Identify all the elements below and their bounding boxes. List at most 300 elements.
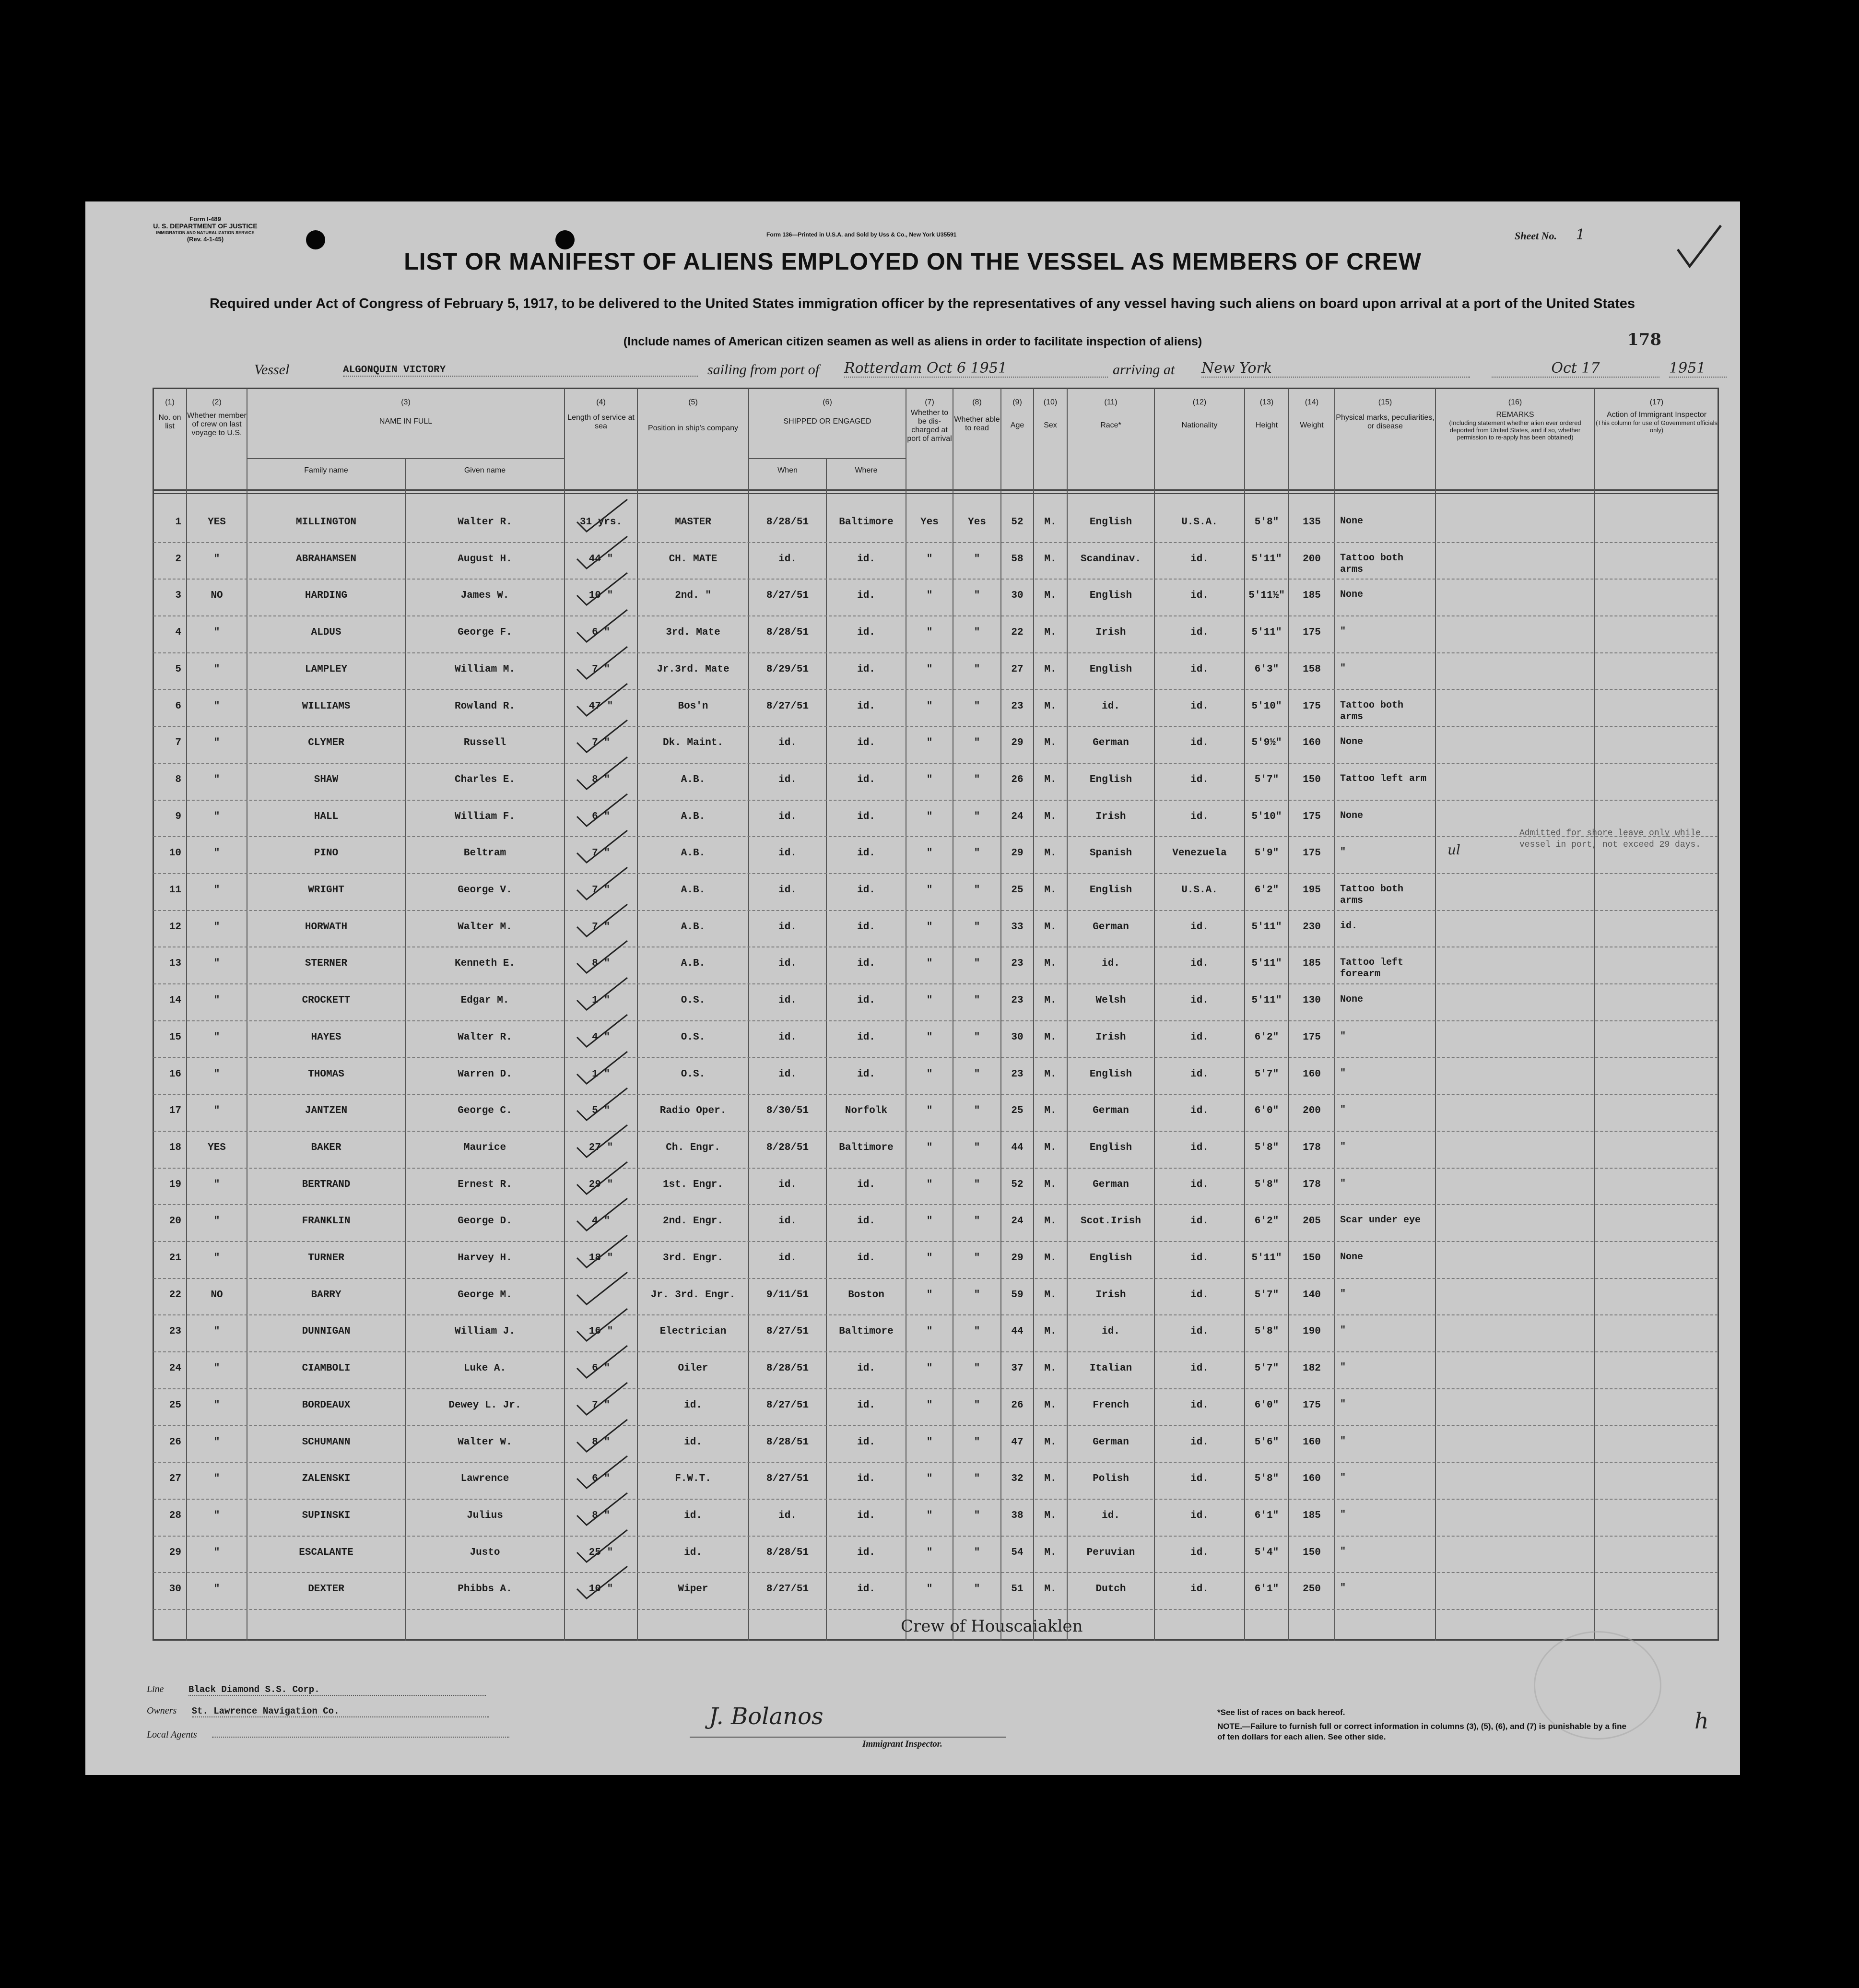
cell-position: id. <box>684 1399 702 1411</box>
arriving-at: New York <box>1201 360 1470 378</box>
cell-no: 18 <box>169 1142 181 1153</box>
cell-given: Lawrence <box>460 1473 509 1485</box>
cell-given: Beltram <box>463 848 506 859</box>
cell-disch: " <box>926 1436 933 1448</box>
cell-position: 2nd. " <box>675 590 711 602</box>
cell-service: 6 " <box>592 627 610 639</box>
table-row <box>153 801 1718 838</box>
cell-marks: " <box>1340 1398 1346 1410</box>
cell-sex: M. <box>1044 553 1057 565</box>
cell-weight: 178 <box>1303 1179 1321 1190</box>
cell-weight: 200 <box>1303 1105 1321 1117</box>
cell-family: FRANKLIN <box>302 1216 351 1227</box>
cell-height: 5'8" <box>1254 1326 1279 1337</box>
cell-family: THOMAS <box>308 1068 344 1080</box>
cell-age: 30 <box>1011 1031 1024 1043</box>
cell-height: 6'1" <box>1254 1584 1279 1595</box>
cell-prev: " <box>213 1068 220 1080</box>
cell-no: 20 <box>169 1216 181 1227</box>
cell-where: id. <box>857 1584 875 1595</box>
cell-height: 6'1" <box>1254 1510 1279 1521</box>
cell-service: 47 " <box>588 700 613 712</box>
cell-when: id. <box>778 1253 797 1264</box>
check-mark <box>575 790 632 828</box>
cell-read: " <box>974 1289 980 1301</box>
cell-family: ABRAHAMSEN <box>295 553 357 565</box>
table-row <box>153 1242 1718 1279</box>
cell-race: Irish <box>1095 1031 1126 1043</box>
cell-service: 7 " <box>592 737 610 749</box>
cell-race: English <box>1089 590 1132 602</box>
table-row <box>153 1352 1718 1389</box>
check-mark <box>575 1011 632 1049</box>
cell-marks: Tattoo left forearm <box>1340 957 1404 980</box>
vessel-name: ALGONQUIN VICTORY <box>343 365 698 377</box>
cell-sex: M. <box>1044 958 1057 970</box>
cell-position: Oiler <box>678 1363 708 1374</box>
cell-prev: " <box>213 774 220 785</box>
cell-prev: " <box>213 1473 220 1485</box>
cell-when: id. <box>778 737 797 749</box>
cell-when: 8/28/51 <box>766 517 809 528</box>
cell-height: 5'8" <box>1254 1179 1279 1190</box>
cell-where: Norfolk <box>845 1105 888 1117</box>
cell-read: " <box>974 663 980 675</box>
cell-service: 7 " <box>592 885 610 896</box>
cell-read: " <box>974 1326 980 1337</box>
cell-given: August H. <box>458 553 512 565</box>
cell-position: id. <box>684 1547 702 1558</box>
cell-read: " <box>974 627 980 639</box>
table-row <box>153 1500 1718 1537</box>
cell-nat: id. <box>1190 737 1209 749</box>
corner-initials: h <box>1694 1708 1709 1734</box>
cell-family: ESCALANTE <box>299 1547 353 1558</box>
cell-given: Justo <box>470 1547 500 1558</box>
cell-weight: 190 <box>1303 1326 1321 1337</box>
cell-service: 25 " <box>588 1547 613 1558</box>
cell-sex: M. <box>1044 1068 1057 1080</box>
cell-height: 6'2" <box>1254 885 1279 896</box>
cell-sex: M. <box>1044 811 1057 822</box>
cell-family: SHAW <box>314 774 339 785</box>
form-subtitle: Required under Act of Congress of February 5, 1917, to be delivered to the United States immigration officer by the representatives of any vessel having such aliens on board upon arrival at a port of the United States <box>209 296 1635 311</box>
cell-weight: 185 <box>1303 1510 1321 1521</box>
cell-read: " <box>974 1584 980 1595</box>
table-row <box>153 727 1718 764</box>
cell-family: SUPINSKI <box>302 1510 351 1521</box>
cell-no: 9 <box>175 811 181 822</box>
cell-family: PINO <box>314 848 339 859</box>
cell-no: 1 <box>175 517 181 528</box>
cell-age: 23 <box>1011 700 1024 712</box>
table-row <box>153 947 1718 984</box>
agents-value <box>212 1727 509 1738</box>
cell-weight: 160 <box>1303 1436 1321 1448</box>
cell-race: English <box>1089 885 1132 896</box>
check-mark <box>575 1231 632 1270</box>
cell-position: A.B. <box>681 921 706 933</box>
cell-race: German <box>1093 1179 1129 1190</box>
cell-disch: " <box>926 885 933 896</box>
cell-no: 5 <box>175 663 181 675</box>
cell-disch: " <box>926 1068 933 1080</box>
cell-family: HARDING <box>305 590 348 602</box>
cell-prev: YES <box>208 1142 226 1153</box>
table-row <box>153 1132 1718 1169</box>
col12-header: (12) Nationality <box>1181 398 1218 429</box>
cell-prev: " <box>213 1031 220 1043</box>
check-mark <box>575 1379 632 1417</box>
table-row <box>153 580 1718 616</box>
cell-sex: M. <box>1044 1399 1057 1411</box>
cell-family: BORDEAUX <box>302 1399 351 1411</box>
cell-prev: " <box>213 921 220 933</box>
cell-when: id. <box>778 811 797 822</box>
cell-read: " <box>974 811 980 822</box>
cell-height: 6'0" <box>1254 1105 1279 1117</box>
cell-prev: " <box>213 700 220 712</box>
check-mark <box>575 900 632 939</box>
cell-disch: " <box>926 1216 933 1227</box>
cell-disch: " <box>926 1142 933 1153</box>
table-row <box>153 690 1718 727</box>
cell-marks: id. <box>1340 920 1358 932</box>
cell-no: 22 <box>169 1289 181 1301</box>
cell-race: English <box>1089 774 1132 785</box>
cell-read: " <box>974 1105 980 1117</box>
cell-disch: " <box>926 1105 933 1117</box>
cell-height: 6'0" <box>1254 1399 1279 1411</box>
cell-nat: id. <box>1190 774 1209 785</box>
handwritten-note: Crew of Houscaiaklen <box>901 1617 1083 1636</box>
cell-position: Radio Oper. <box>659 1105 727 1117</box>
cell-no: 3 <box>175 590 181 602</box>
row10-remark: Admitted for shore leave only while vessel in port, not exceed 29 days. <box>1519 828 1701 850</box>
col2-header: (2) Whether member of crew on last voyage to U.S. <box>187 398 247 437</box>
cell-read: " <box>974 1363 980 1374</box>
cell-where: id. <box>857 995 875 1006</box>
check-mark <box>575 1268 632 1307</box>
cell-service: 16 " <box>588 1326 613 1337</box>
cell-no: 10 <box>169 848 181 859</box>
cell-disch: " <box>926 590 933 602</box>
cell-nat: id. <box>1190 1253 1209 1264</box>
cell-sex: M. <box>1044 1216 1057 1227</box>
cell-position: F.W.T. <box>675 1473 711 1485</box>
line-value: Black Diamond S.S. Corp. <box>188 1684 486 1696</box>
revision: (Rev. 4-1-45) <box>187 236 224 243</box>
cell-age: 52 <box>1011 1179 1024 1190</box>
sailing-label: sailing from port of <box>707 362 820 378</box>
cell-no: 19 <box>169 1179 181 1190</box>
cell-given: Russell <box>463 737 506 749</box>
cell-family: LAMPLEY <box>305 663 348 675</box>
cell-age: 23 <box>1011 1068 1024 1080</box>
cell-when: id. <box>778 1179 797 1190</box>
cell-race: Welsh <box>1095 995 1126 1006</box>
arrival-date: Oct 17 <box>1492 360 1659 378</box>
cell-weight: 160 <box>1303 1473 1321 1485</box>
cell-height: 5'11" <box>1251 958 1282 970</box>
check-mark <box>575 1452 632 1491</box>
cell-age: 27 <box>1011 663 1024 675</box>
cell-no: 4 <box>175 627 181 639</box>
col6-subrule <box>749 458 906 459</box>
cell-weight: 182 <box>1303 1363 1321 1374</box>
cell-weight: 195 <box>1303 885 1321 896</box>
cell-position: 3rd. Engr. <box>662 1253 724 1264</box>
cell-given: Walter R. <box>458 1031 512 1043</box>
punch-hole <box>306 230 325 249</box>
cell-when: id. <box>778 995 797 1006</box>
cell-disch: " <box>926 1253 933 1264</box>
cell-age: 25 <box>1011 1105 1024 1117</box>
col15-header: (15) Physical marks, peculiarities, or disease <box>1336 398 1435 430</box>
cell-service: 8 " <box>592 774 610 785</box>
cell-disch: " <box>926 774 933 785</box>
header-bottom-rule <box>153 489 1719 491</box>
cell-family: WRIGHT <box>308 885 344 896</box>
cell-no: 6 <box>175 700 181 712</box>
cell-weight: 175 <box>1303 700 1321 712</box>
cell-race: English <box>1089 517 1132 528</box>
penalty-note <box>1217 1721 1630 1742</box>
cell-no: 25 <box>169 1399 181 1411</box>
cell-nat: id. <box>1190 1068 1209 1080</box>
cell-age: 26 <box>1011 1399 1024 1411</box>
cell-race: English <box>1089 1068 1132 1080</box>
cell-where: id. <box>857 1399 875 1411</box>
cell-height: 5'8" <box>1254 517 1279 528</box>
voyage-line <box>254 358 1706 382</box>
cell-read: " <box>974 700 980 712</box>
form-id-block <box>143 216 268 243</box>
check-mark <box>575 1562 632 1601</box>
cell-height: 5'11" <box>1251 995 1282 1006</box>
cell-family: STERNER <box>305 958 348 970</box>
cell-service: 1 " <box>592 1068 610 1080</box>
cell-position: Jr. 3rd. Engr. <box>650 1289 736 1301</box>
cell-sex: M. <box>1044 1473 1057 1485</box>
cell-weight: 158 <box>1303 663 1321 675</box>
cell-given: Phibbs A. <box>458 1584 512 1595</box>
cell-height: 5'11" <box>1251 921 1282 933</box>
form-title: LIST OR MANIFEST OF ALIENS EMPLOYED ON THE VESSEL AS MEMBERS OF CREW <box>404 248 1422 275</box>
cell-weight: 200 <box>1303 553 1321 565</box>
cell-service: 7 " <box>592 1399 610 1411</box>
cell-prev: " <box>213 1547 220 1558</box>
check-mark <box>575 496 632 534</box>
cell-given: Warren D. <box>458 1068 512 1080</box>
cell-read: " <box>974 1399 980 1411</box>
cell-no: 28 <box>169 1510 181 1521</box>
check-mark <box>575 1158 632 1196</box>
cell-read: " <box>974 1473 980 1485</box>
cell-read: " <box>974 1179 980 1190</box>
cell-marks: None <box>1340 516 1364 527</box>
cell-nat: id. <box>1190 1547 1209 1558</box>
check-mark <box>575 606 632 644</box>
cell-age: 51 <box>1011 1584 1024 1595</box>
cell-nat: id. <box>1190 921 1209 933</box>
cell-position: O.S. <box>681 995 706 1006</box>
col3-family-header: Family name <box>304 466 348 474</box>
cell-nat: U.S.A. <box>1181 885 1218 896</box>
cell-service: 8 " <box>592 1510 610 1521</box>
cell-given: Charles E. <box>454 774 516 785</box>
col10-header: (10) Sex <box>1043 398 1058 429</box>
cell-read: " <box>974 737 980 749</box>
check-mark <box>575 643 632 681</box>
cell-height: 5'8" <box>1254 1142 1279 1153</box>
cell-position: Bos'n <box>678 700 708 712</box>
cell-sex: M. <box>1044 1547 1057 1558</box>
cell-when: 8/28/51 <box>766 1436 809 1448</box>
cell-age: 33 <box>1011 921 1024 933</box>
cell-disch: " <box>926 1179 933 1190</box>
cell-age: 44 <box>1011 1142 1024 1153</box>
col3-subrule <box>247 458 564 459</box>
cell-sex: M. <box>1044 590 1057 602</box>
cell-read: " <box>974 885 980 896</box>
cell-position: Wiper <box>678 1584 708 1595</box>
cell-age: 38 <box>1011 1510 1024 1521</box>
cell-prev: NO <box>211 1289 223 1301</box>
cell-read: " <box>974 1031 980 1043</box>
cell-weight: 175 <box>1303 1399 1321 1411</box>
cell-when: id. <box>778 1510 797 1521</box>
cell-family: TURNER <box>308 1253 344 1264</box>
cell-nat: id. <box>1190 811 1209 822</box>
cell-height: 5'9" <box>1254 848 1279 859</box>
cell-nat: id. <box>1190 995 1209 1006</box>
cell-where: Baltimore <box>839 1142 894 1153</box>
cell-read: " <box>974 1253 980 1264</box>
cell-weight: 230 <box>1303 921 1321 933</box>
table-row <box>153 874 1718 911</box>
cell-read: " <box>974 1216 980 1227</box>
cell-disch: " <box>926 700 933 712</box>
cell-height: 6'2" <box>1254 1216 1279 1227</box>
cell-prev: " <box>213 627 220 639</box>
check-mark <box>575 1121 632 1160</box>
cell-age: 26 <box>1011 774 1024 785</box>
col9-header: (9) Age <box>1010 398 1024 429</box>
cell-marks: Tattoo left arm <box>1340 773 1427 784</box>
cell-position: id. <box>684 1436 702 1448</box>
cell-prev: " <box>213 1363 220 1374</box>
cell-service: 29 " <box>588 1179 613 1190</box>
cell-disch: " <box>926 1584 933 1595</box>
cell-given: Walter W. <box>458 1436 512 1448</box>
cell-when: id. <box>778 553 797 565</box>
col6-when-header: When <box>777 466 798 474</box>
form-number: Form I-489 <box>189 215 221 223</box>
check-mark <box>575 1526 632 1564</box>
cell-service: 7 " <box>592 663 610 675</box>
cell-given: George F. <box>458 627 512 639</box>
cell-weight: 175 <box>1303 1031 1321 1043</box>
cell-no: 7 <box>175 737 181 749</box>
cell-age: 24 <box>1011 811 1024 822</box>
col14-header: (14) Weight <box>1300 398 1324 429</box>
cell-prev: " <box>213 1399 220 1411</box>
cell-age: 24 <box>1011 1216 1024 1227</box>
cell-read: " <box>974 1142 980 1153</box>
cell-service: 5 " <box>592 1105 610 1117</box>
cell-disch: Yes <box>920 517 939 528</box>
cell-race: English <box>1089 1253 1132 1264</box>
cell-nat: id. <box>1190 1142 1209 1153</box>
col5-header: (5) Position in ship's company <box>647 398 739 432</box>
cell-given: Walter M. <box>458 921 512 933</box>
col13-header: (13) Height <box>1255 398 1278 429</box>
arriving-label: arriving at <box>1113 362 1175 378</box>
cell-height: 5'7" <box>1254 1068 1279 1080</box>
footer-agents <box>147 1727 509 1740</box>
cell-read: " <box>974 921 980 933</box>
inspector-label: Immigrant Inspector. <box>862 1739 942 1749</box>
cell-prev: " <box>213 1179 220 1190</box>
cell-family: BAKER <box>311 1142 341 1153</box>
cell-given: William J. <box>454 1326 516 1337</box>
cell-nat: id. <box>1190 627 1209 639</box>
cell-weight: 150 <box>1303 1547 1321 1558</box>
cell-prev: " <box>213 1510 220 1521</box>
table-row <box>153 616 1718 653</box>
cell-where: id. <box>857 885 875 896</box>
cell-disch: " <box>926 1473 933 1485</box>
cell-where: id. <box>857 590 875 602</box>
cell-service: 6 " <box>592 1363 610 1374</box>
cell-when: id. <box>778 958 797 970</box>
table-row <box>153 543 1718 580</box>
cell-where: id. <box>857 1216 875 1227</box>
cell-family: HAYES <box>311 1031 341 1043</box>
cell-family: MILLINGTON <box>295 517 357 528</box>
cell-when: 8/27/51 <box>766 1473 809 1485</box>
check-mark <box>575 827 632 865</box>
cell-family: WILLIAMS <box>302 700 351 712</box>
cell-nat: id. <box>1190 1436 1209 1448</box>
cell-age: 52 <box>1011 517 1024 528</box>
cell-family: HORWATH <box>305 921 348 933</box>
cell-race: Irish <box>1095 811 1126 822</box>
cell-position: Ch. Engr. <box>666 1142 720 1153</box>
cell-marks: " <box>1340 663 1346 674</box>
cell-disch: " <box>926 663 933 675</box>
cell-where: id. <box>857 848 875 859</box>
cell-marks: " <box>1340 1178 1346 1189</box>
cell-given: William M. <box>454 663 516 675</box>
cell-sex: M. <box>1044 627 1057 639</box>
cell-age: 22 <box>1011 627 1024 639</box>
cell-marks: Tattoo both arms <box>1340 884 1404 906</box>
cell-family: ZALENSKI <box>302 1473 351 1485</box>
table-row <box>153 1537 1718 1574</box>
cell-sex: M. <box>1044 1031 1057 1043</box>
cell-nat: id. <box>1190 700 1209 712</box>
cell-no: 29 <box>169 1547 181 1558</box>
cell-prev: " <box>213 1216 220 1227</box>
cell-position: A.B. <box>681 958 706 970</box>
col1-header: (1) No. on list <box>158 398 181 430</box>
cell-race: Irish <box>1095 1289 1126 1301</box>
col16-header: (16) REMARKS (Including statement whether alien ever ordered deported from United States, and if so, whether permission to re-apply has been obtained) <box>1449 398 1581 441</box>
cell-position: A.B. <box>681 885 706 896</box>
cell-nat: id. <box>1190 663 1209 675</box>
